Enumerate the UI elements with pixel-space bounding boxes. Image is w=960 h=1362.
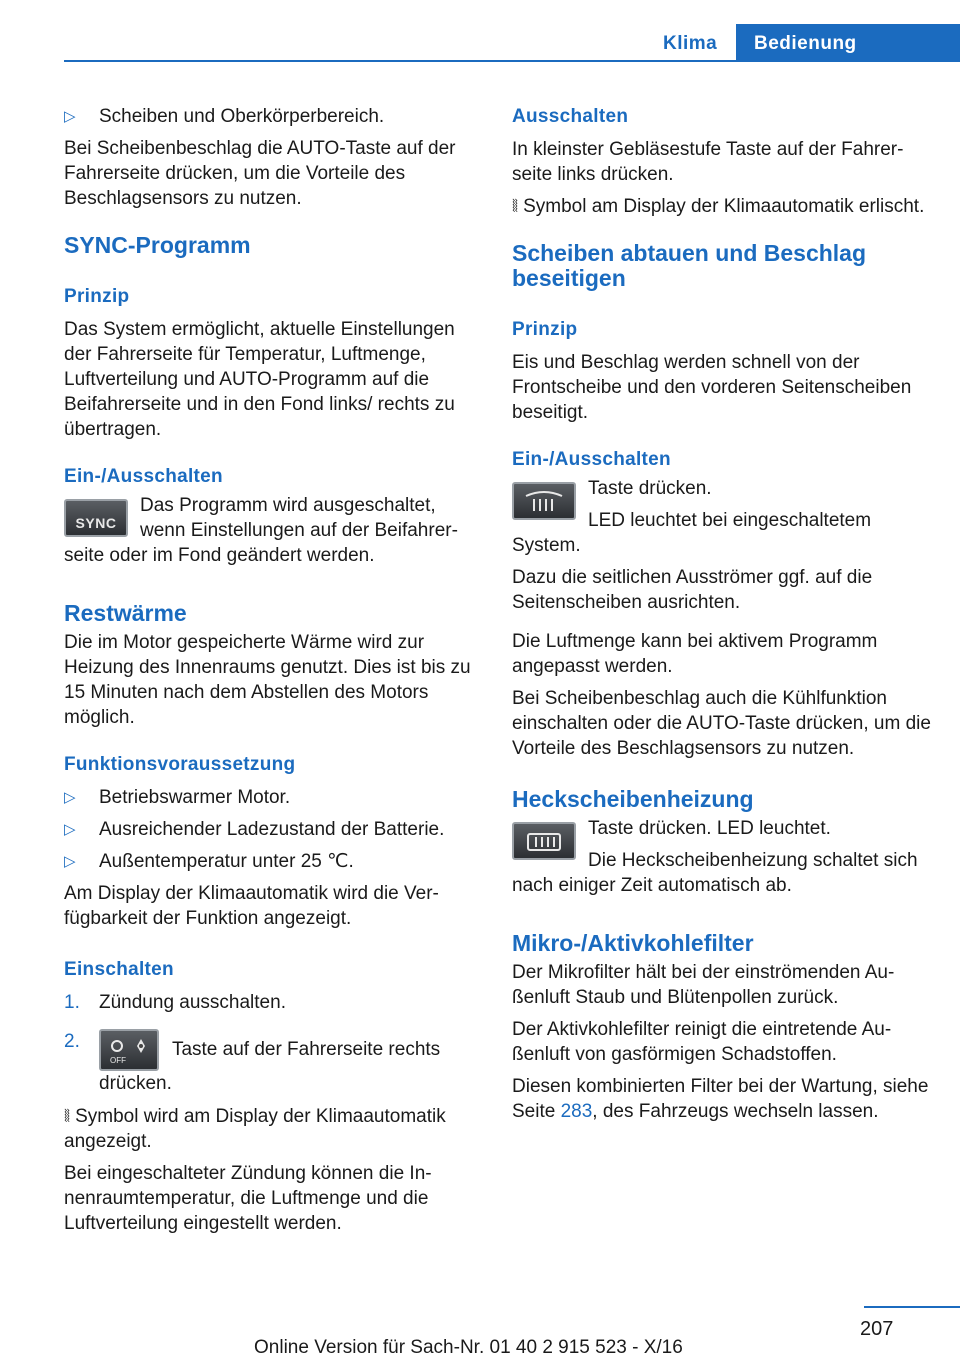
fan-off-button-image bbox=[99, 1029, 159, 1071]
header-tab-label: Bedienung bbox=[754, 33, 857, 54]
list-item: ▷ Scheiben und Oberkörperbereich. bbox=[64, 106, 385, 127]
front-defrost-button-image bbox=[512, 482, 576, 520]
paragraph: LED leuchtet bei eingeschaltetem System. bbox=[512, 510, 872, 556]
subheading-ein-aus: Ein-/Ausschalten bbox=[64, 466, 223, 487]
page-number: 207 bbox=[860, 1318, 894, 1340]
heading-sync: SYNC-Programm bbox=[64, 232, 251, 258]
bullet-triangle-icon: ▷ bbox=[64, 108, 76, 125]
list-item: ▷ Betriebswarmer Motor. bbox=[64, 787, 291, 808]
header-rule bbox=[64, 60, 960, 62]
paragraph: Die im Motor gespeicherte Wärme wird zur Heizung des Innenraums genutzt. Dies ist bis zu 15 Minuten nach dem Abstellen des Motors möglich. bbox=[64, 632, 471, 728]
left-column bbox=[64, 104, 480, 1243]
bullet-triangle-icon: ▷ bbox=[64, 853, 76, 870]
step-number: 1. bbox=[64, 992, 80, 1013]
footer-rule bbox=[864, 1306, 960, 1308]
paragraph: Diesen kombinierten Filter bei der Wartung, siehe Seite 283, des Fahrzeugs wechseln lassen. bbox=[512, 1076, 929, 1122]
subheading-einschalten: Einschalten bbox=[64, 959, 174, 980]
heading-abtauen: Scheiben abtauen und Beschlag beseitigen bbox=[512, 240, 867, 291]
step-number: 2. bbox=[64, 1031, 80, 1052]
paragraph: Eis und Beschlag werden schnell von der Frontscheibe und den vorderen Seitenscheiben beseitigt. bbox=[512, 352, 912, 423]
list-item: ▷ Ausreichender Ladezustand der Batterie. bbox=[64, 819, 445, 840]
paragraph: Am Display der Klimaautomatik wird die Verfügbarkeit der Funktion angezeigt. bbox=[64, 883, 439, 929]
paragraph: Bei eingeschalteter Zündung können die Innenraumtemperatur, die Luftmenge und die Luftverteilung eingestellt werden. bbox=[64, 1163, 432, 1234]
paragraph: Das System ermöglicht, aktuelle Einstellungen der Fahrerseite für Temperatur, Luftmenge, Luftverteilung und AUTO-Programm auf die Beifahrerseite und in den Fond links/ rechts zu übertragen. bbox=[64, 319, 455, 440]
right-column bbox=[512, 104, 932, 1131]
rear-defrost-block bbox=[512, 816, 932, 905]
front-defrost-icon bbox=[514, 484, 574, 518]
footer-text: Online Version für Sach-Nr. 01 40 2 915 523 - X/16 bbox=[254, 1337, 683, 1358]
paragraph: Bei Scheibenbeschlag die AUTO-Taste auf der Fahrerseite drücken, um die Vorteile des Beschlagsensors zu nutzen. bbox=[64, 138, 456, 209]
paragraph: ⦚⦚ Symbol wird am Display der Klimaautomatik angezeigt. bbox=[64, 1106, 446, 1152]
paragraph: Bei Scheibenbeschlag auch die Kühlfunktion einschalten oder die AUTO-Taste drücken, um die Vorteile des Beschlagsensors zu nutzen. bbox=[512, 688, 931, 759]
heading-restwaerme: Restwärme bbox=[64, 600, 187, 626]
paragraph: ⦚⦚ Symbol am Display der Klimaautomatik erlischt. bbox=[512, 196, 925, 217]
subheading-prinzip: Prinzip bbox=[512, 319, 578, 340]
paragraph: Das Programm wird ausgeschaltet, wenn Einstellungen auf der Beifahrerseite oder im Fond geändert werden. bbox=[64, 495, 458, 566]
paragraph: Die Heckscheibenheizung schaltet sich nach einiger Zeit automatisch ab. bbox=[512, 850, 918, 896]
page-reference-link[interactable]: 283 bbox=[560, 1101, 593, 1122]
list-item: 1. Zündung ausschalten. bbox=[64, 992, 286, 1013]
list-item: ▷ Außentemperatur unter 25 ℃. bbox=[64, 851, 354, 872]
paragraph: Taste drücken. LED leuchtet. bbox=[588, 818, 831, 839]
heading-heckscheibenheizung: Heckscheibenheizung bbox=[512, 786, 754, 812]
off-label: OFF bbox=[110, 1056, 126, 1065]
fan-off-icon bbox=[101, 1031, 157, 1069]
rear-defrost-icon bbox=[514, 824, 574, 858]
bullet-triangle-icon: ▷ bbox=[64, 789, 76, 806]
sync-block bbox=[64, 493, 480, 575]
paragraph: Taste drücken. bbox=[588, 478, 712, 499]
header-tab bbox=[736, 24, 960, 62]
list-item: 2. OFF Taste auf der Fahrerseite rechts drücken. bbox=[64, 1031, 441, 1094]
paragraph: Dazu die seitlichen Ausströmer ggf. auf die Seitenscheiben ausrichten. bbox=[512, 567, 873, 613]
paragraph: Der Mikrofilter hält bei der einströmenden Außenluft Staub und Blütenpollen zurück. bbox=[512, 962, 895, 1008]
airflow-symbol-icon: ⦚⦚ bbox=[512, 197, 518, 216]
paragraph: Die Luftmenge kann bei aktivem Programm angepasst werden. bbox=[512, 631, 878, 677]
subheading-funktionsvoraussetzung: Funktionsvoraussetzung bbox=[64, 754, 296, 775]
airflow-symbol-icon: ⦚⦚ bbox=[64, 1107, 70, 1126]
sync-button-image: SYNC bbox=[64, 499, 128, 537]
paragraph: In kleinster Gebläsestufe Taste auf der Fahrerseite links drücken. bbox=[512, 139, 904, 185]
subheading-ausschalten: Ausschalten bbox=[512, 106, 629, 127]
subheading-prinzip: Prinzip bbox=[64, 286, 130, 307]
bullet-triangle-icon: ▷ bbox=[64, 821, 76, 838]
defrost-block bbox=[512, 476, 932, 565]
subheading-ein-aus: Ein-/Ausschalten bbox=[512, 449, 671, 470]
paragraph: Der Aktivkohlefilter reinigt die eintretende Außenluft von gasförmigen Schadstoffen. bbox=[512, 1019, 892, 1065]
heading-filter: Mikro-/Aktivkohlefilter bbox=[512, 930, 754, 956]
header-section-label: Klima bbox=[663, 33, 718, 54]
rear-defrost-button-image bbox=[512, 822, 576, 860]
